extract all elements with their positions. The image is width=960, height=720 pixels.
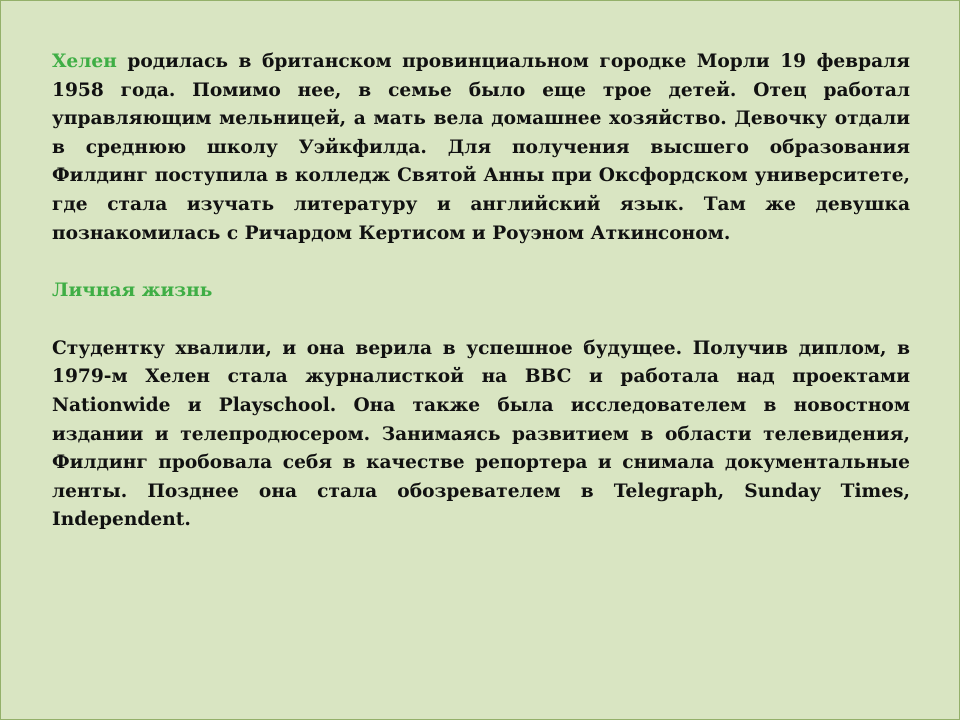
biography-paragraph <box>52 48 910 248</box>
paragraph-spacer <box>52 306 910 335</box>
section-heading: Личная жизнь <box>52 280 213 302</box>
career-paragraph: Студентку хвалили, и она верила в успешное будущее. Получив диплом, в 1979-м Хелен стала журналисткой на BBC и работала над проектами Nationwide и Playschool. Она также была исследователем в новостном издании и телепродюсером. Занимаясь развитием в области телевидения, Филдинг пробовала себя в качестве репортера и снимала документальные ленты. Позднее она стала обозревателем в Telegraph, Sunday Times, Independent. <box>52 337 910 531</box>
person-name-highlight: Хелен <box>52 51 117 72</box>
biography-paragraph-text: родилась в британском провинциальном городке Морли 19 февраля 1958 года. Помимо нее, в семье было еще трое детей. Отец работал управляющим мельницей, а мать вела домашнее хозяйство. Девочку отдали в среднюю школу Уэйкфилда. Для получения высшего образования Филдинг поступила в колледж Святой Анны при Оксфордском университете, где стала изучать литературу и английский язык. Там же девушка познакомилась с Ричардом Кертисом и Роуэном Аткинсоном. <box>52 51 910 244</box>
paragraph-spacer <box>52 248 910 277</box>
slide-text-body <box>52 48 910 535</box>
